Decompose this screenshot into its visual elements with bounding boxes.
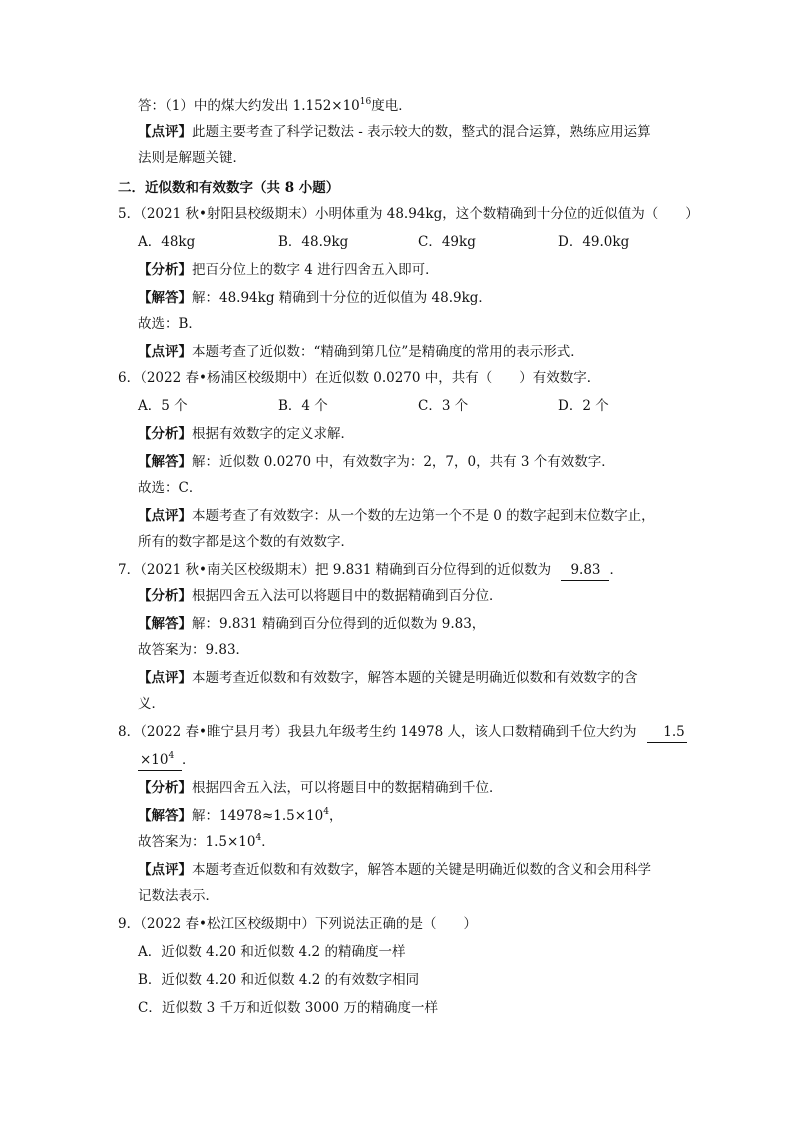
q8-comment-line1: 【点评】本题考查近似数和有效数字，解答本题的关键是明确近似数的含义和会用科学 bbox=[138, 862, 651, 878]
q6-stem: 6．（2022 春•杨浦区校级期中）在近似数 0.0270 中，共有（ ）有效数字． bbox=[118, 370, 601, 386]
q9-option-a: A．近似数 4.20 和近似数 4.2 的精确度一样 bbox=[138, 944, 406, 960]
q7-answer-blank: 9.83 bbox=[561, 560, 609, 581]
q6-solution: 【解答】解：近似数 0.0270 中，有效数字为：2，7，0，共有 3 个有效数字． bbox=[138, 454, 615, 470]
q9-stem: 9．（2022 春•松江区校级期中）下列说法正确的是（ ） bbox=[118, 916, 477, 932]
q5-comment: 【点评】本题考查了近似数：“精确到第几位”是精确度的常用的表示形式． bbox=[138, 344, 584, 360]
q5-option-a: A．48kg bbox=[138, 234, 196, 250]
q5-option-c: C．49kg bbox=[418, 234, 476, 250]
q8-stem-cont: $\times 10^4$ ． bbox=[138, 750, 196, 771]
q5-options bbox=[138, 232, 698, 252]
q8-solution: 【解答】解：$14978\approx 1.5\times 10^4$， bbox=[138, 807, 343, 824]
q5-choice: 故选：B． bbox=[138, 316, 202, 332]
q9-option-c: C．近似数 3 千万和近似数 3000 万的精确度一样 bbox=[138, 1000, 438, 1016]
previous-comment-line1: 【点评】此题主要考查了科学记数法 - 表示较大的数，整式的混合运算，熟练应用运算 bbox=[138, 124, 651, 140]
previous-comment-line2: 法则是解题关键． bbox=[138, 150, 246, 166]
q5-option-b: B．48.9kg bbox=[278, 234, 349, 250]
q6-analysis: 【分析】根据有效数字的定义求解． bbox=[138, 426, 354, 442]
q6-options bbox=[138, 396, 698, 416]
q6-option-c: C．3 个 bbox=[418, 398, 469, 414]
q8-stem: 8．（2022 春•睢宁县月考）我县九年级考生约 14978 人，该人口数精确到千位大约为 1.5 bbox=[118, 722, 687, 743]
q5-solution: 【解答】解：48.94kg 精确到十分位的近似值为 48.9kg． bbox=[138, 290, 492, 306]
q7-analysis: 【分析】根据四舍五入法可以将题目中的数据精确到百分位． bbox=[138, 588, 503, 604]
q5-option-d: D．49.0kg bbox=[558, 234, 630, 250]
q6-choice: 故选：C． bbox=[138, 480, 203, 496]
q8-answer-blank-part1: 1.5 bbox=[647, 722, 687, 743]
q8-analysis: 【分析】根据四舍五入法，可以将题目中的数据精确到千位． bbox=[138, 780, 503, 796]
q7-comment-line1: 【点评】本题考查近似数和有效数字，解答本题的关键是明确近似数和有效数字的含 bbox=[138, 670, 638, 686]
q5-stem: 5．（2021 秋•射阳县校级期末）小明体重为 48.94kg，这个数精确到十分位的近似值为（ ） bbox=[118, 206, 699, 222]
q6-comment-line2: 所有的数字都是这个数的有效数字． bbox=[138, 534, 354, 550]
q6-option-b: B．4 个 bbox=[278, 398, 328, 414]
section-title: 二．近似数和有效数字（共 8 小题） bbox=[118, 180, 340, 196]
q7-answer: 故答案为：9.83． bbox=[138, 642, 250, 658]
q8-answer-blank-part2: $\times 10^4$ bbox=[138, 750, 182, 771]
q6-option-a: A．5 个 bbox=[138, 398, 188, 414]
q7-solution: 【解答】解：9.831 精确到百分位得到的近似数为 9.83， bbox=[138, 616, 486, 632]
q9-option-b: B．近似数 4.20 和近似数 4.2 的有效数字相同 bbox=[138, 972, 420, 988]
previous-answer-line: 答：（1）中的煤大约发出 $1.152\times 10^{16}$度电． bbox=[138, 97, 412, 114]
q5-analysis: 【分析】把百分位上的数字 4 进行四舍五入即可． bbox=[138, 262, 439, 278]
q7-stem: 7．（2021 秋•南关区校级期末）把 9.831 精确到百分位得到的近似数为 9.83 ． bbox=[118, 560, 623, 581]
q6-comment-line1: 【点评】本题考查了有效数字：从一个数的左边第一个不是 0 的数字起到末位数字止， bbox=[138, 508, 655, 524]
q6-option-d: D．2 个 bbox=[558, 398, 609, 414]
q8-answer: 故答案为：$1.5\times 10^4$． bbox=[138, 833, 275, 850]
q8-comment-line2: 记数法表示． bbox=[138, 888, 219, 904]
q7-comment-line2: 义． bbox=[138, 696, 165, 712]
